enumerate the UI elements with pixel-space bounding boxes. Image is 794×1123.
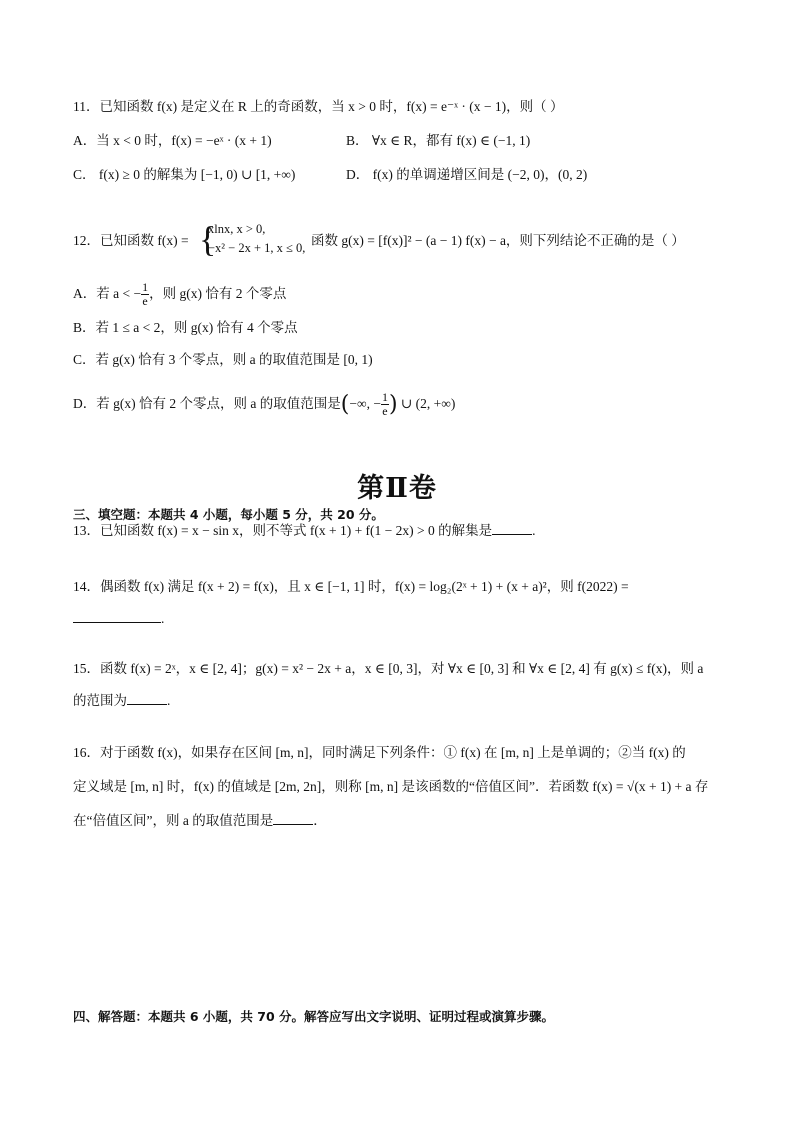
q12-option-d-prefix: D．若 g(x) 恰有 2 个零点，则 a 的取值范围是 [73,396,341,411]
q11-option-d: D． f(x) 的单调递增区间是 (−2, 0)，(0, 2) [346,167,588,182]
q16-line-2: 定义域是 [m, n] 时，f(x) 的值域是 [2m, 2n]，则称 [m, n] 是该函数的“倍值区间”．若函数 f(x) = √(x + 1) + a 存 [73,779,709,794]
q13-end: . [532,523,536,538]
q14-end: . [161,611,165,626]
close-paren: ) [388,391,398,417]
q11-option-a: A．当 x < 0 时，f(x) = −eˣ · (x + 1) [73,133,272,148]
q12-stem-prefix: 12．已知函数 f(x) = [73,233,189,248]
open-paren: ( [340,391,350,417]
q12-option-d [73,390,455,419]
q11-stem: 11．已知函数 f(x) 是定义在 R 上的奇函数，当 x > 0 时，f(x) = e⁻ˣ · (x − 1)，则（ ） [73,99,564,114]
q13-answer-blank[interactable] [492,522,532,535]
q13 [73,522,536,540]
frac-numerator: 1 [142,280,149,295]
q16-end: ． [313,813,327,828]
q12-option-d-mid: −∞, − [349,396,381,411]
q14-answer-blank[interactable] [73,610,161,623]
q16-line-3-text: 在“倍值区间”，则 a 的取值范围是 [73,813,274,828]
q15-line-1: 15．函数 f(x) = 2ˣ，x ∈ [2, 4]；g(x) = x² − 2x + a，x ∈ [0, 3]，对 ∀x ∈ [0, 3] 和 ∀x ∈ [2, 4] 有 g(x) ≤ f(x)，则 a [73,661,704,676]
frac-denominator: e [382,404,388,419]
q16-answer-blank[interactable] [273,812,313,825]
q11-option-b: B． ∀x ∈ R，都有 f(x) ∈ (−1, 1) [346,133,531,148]
q13-text: 13．已知函数 f(x) = x − sin x，则不等式 f(x + 1) + f(1 − 2x) > 0 的解集是 [73,523,493,538]
section-4-header: 四、解答题：本题共 6 小题，共 70 分。解答应写出文字说明、证明过程或演算步骤。 [73,1009,555,1024]
q12-option-d-fraction [381,391,389,418]
q12-option-c: C．若 g(x) 恰有 3 个零点，则 a 的取值范围是 [0, 1) [73,352,373,367]
q16-line-3 [73,812,327,830]
q11-option-c: C． f(x) ≥ 0 的解集为 [−1, 0) ∪ [1, +∞) [73,167,296,182]
frac-denominator: e [142,294,148,309]
q12-piece-1: xlnx, x > 0, [208,222,266,236]
q12-option-a-suffix: ，则 g(x) 恰有 2 个零点 [149,286,287,301]
section-3-header: 三、填空题：本题共 4 小题，每小题 5 分，共 20 分。 [73,507,384,522]
left-brace-icon: { [199,219,217,259]
q14-line-2 [73,610,164,628]
q15-line-2 [73,692,170,710]
q12-option-d-suffix: ∪ (2, +∞) [397,396,456,411]
q15-end: . [167,693,171,708]
q12-option-a-fraction [141,281,149,308]
q15-line-2-text: 的范围为 [73,693,127,708]
frac-numerator: 1 [381,390,388,405]
q12-option-a-prefix: A．若 a < − [73,286,142,301]
q16-line-1: 16．对于函数 f(x)，如果存在区间 [m, n]，同时满足下列条件：① f(x) 在 [m, n] 上是单调的；②当 f(x) 的 [73,745,686,760]
q12-option-a [73,280,286,308]
q14-line-1: 14．偶函数 f(x) 满足 f(x + 2) = f(x)，且 x ∈ [−1, 1] 时，f(x) = log₂(2ˣ + 1) + (x + a)²，则 f(2022) = [73,579,629,594]
part-2-title: 第Ⅱ卷 [357,473,437,504]
q12-piece-2: −x² − 2x + 1, x ≤ 0, [208,241,306,255]
q15-answer-blank[interactable] [127,692,167,705]
q12-option-b: B．若 1 ≤ a < 2，则 g(x) 恰有 4 个零点 [73,320,298,335]
q12-stem-suffix: 函数 g(x) = [f(x)]² − (a − 1) f(x) − a，则下列结论不正确的是（ ） [311,233,685,248]
